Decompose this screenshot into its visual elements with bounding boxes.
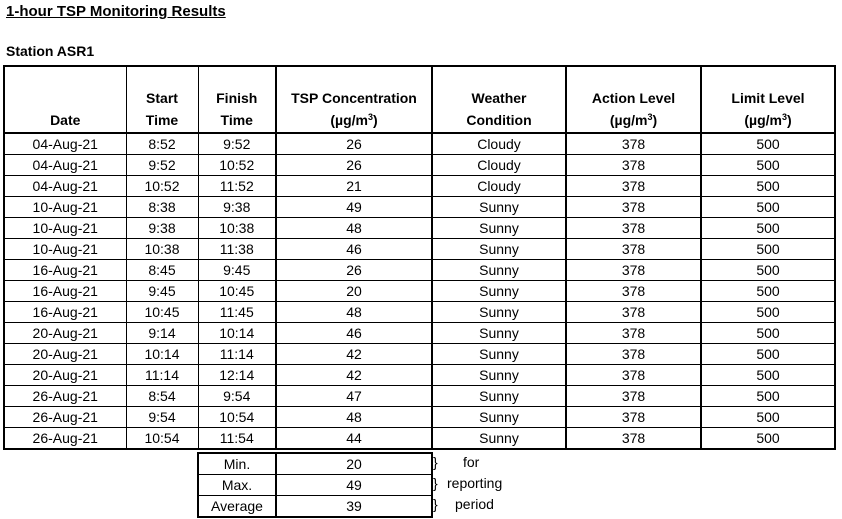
- cell-tsp: 47: [276, 386, 432, 407]
- cell-finish-time: 9:54: [198, 386, 276, 407]
- brace-mark: }: [433, 454, 438, 470]
- cell-limit-level: 500: [701, 428, 835, 450]
- cell-tsp: 48: [276, 302, 432, 323]
- cell-action-level: 378: [566, 281, 701, 302]
- header-weather-condition: Weather Condition: [432, 66, 566, 133]
- table-row: [4, 197, 835, 218]
- cell-tsp: 44: [276, 428, 432, 450]
- summary-value: 20: [276, 453, 432, 475]
- summary-row: [198, 475, 432, 496]
- cell-start-time: 9:45: [126, 281, 198, 302]
- cell-action-level: 378: [566, 239, 701, 260]
- cell-action-level: 378: [566, 344, 701, 365]
- cell-weather: Sunny: [432, 260, 566, 281]
- cell-date: 26-Aug-21: [4, 407, 126, 428]
- cell-weather: Cloudy: [432, 133, 566, 155]
- table-row: [4, 302, 835, 323]
- table-row: [4, 260, 835, 281]
- cell-limit-level: 500: [701, 260, 835, 281]
- cell-start-time: 8:45: [126, 260, 198, 281]
- cell-tsp: 46: [276, 323, 432, 344]
- cell-weather: Sunny: [432, 239, 566, 260]
- cell-limit-level: 500: [701, 365, 835, 386]
- cell-action-level: 378: [566, 365, 701, 386]
- cell-finish-time: 11:14: [198, 344, 276, 365]
- summary-note: period: [455, 496, 494, 512]
- cell-date: 10-Aug-21: [4, 197, 126, 218]
- cell-limit-level: 500: [701, 407, 835, 428]
- header-tsp-concentration: TSP Concentration $(\mu g/m^3)$: [276, 66, 432, 133]
- table-row: [4, 133, 835, 155]
- cell-start-time: 10:52: [126, 176, 198, 197]
- summary-row: [198, 496, 432, 518]
- cell-start-time: 10:14: [126, 344, 198, 365]
- table-row: [4, 218, 835, 239]
- cell-weather: Sunny: [432, 302, 566, 323]
- cell-start-time: 9:54: [126, 407, 198, 428]
- cell-limit-level: 500: [701, 386, 835, 407]
- cell-finish-time: 11:38: [198, 239, 276, 260]
- cell-action-level: 378: [566, 323, 701, 344]
- summary-table: [197, 452, 433, 518]
- header-limit-level: Limit Level $(\mu g/m^3)$: [701, 66, 835, 133]
- brace-mark: }: [433, 496, 438, 512]
- cell-finish-time: 10:45: [198, 281, 276, 302]
- cell-limit-level: 500: [701, 302, 835, 323]
- cell-weather: Cloudy: [432, 155, 566, 176]
- cell-start-time: 10:54: [126, 428, 198, 450]
- cell-start-time: 9:14: [126, 323, 198, 344]
- cell-date: 16-Aug-21: [4, 260, 126, 281]
- summary-label: Average: [198, 496, 276, 518]
- cell-finish-time: 12:14: [198, 365, 276, 386]
- header-finish-time: Finish Time: [198, 66, 276, 133]
- cell-start-time: 11:14: [126, 365, 198, 386]
- cell-date: 04-Aug-21: [4, 155, 126, 176]
- cell-tsp: 42: [276, 344, 432, 365]
- summary-value: 49: [276, 475, 432, 496]
- table-row: [4, 155, 835, 176]
- table-row: [4, 428, 835, 450]
- cell-tsp: 42: [276, 365, 432, 386]
- cell-weather: Sunny: [432, 365, 566, 386]
- cell-tsp: 48: [276, 218, 432, 239]
- cell-start-time: 9:38: [126, 218, 198, 239]
- station-label: Station ASR1: [6, 43, 95, 59]
- cell-date: 10-Aug-21: [4, 218, 126, 239]
- cell-limit-level: 500: [701, 218, 835, 239]
- cell-date: 20-Aug-21: [4, 344, 126, 365]
- cell-tsp: 26: [276, 155, 432, 176]
- cell-finish-time: 9:45: [198, 260, 276, 281]
- cell-limit-level: 500: [701, 323, 835, 344]
- results-table: [3, 65, 836, 450]
- summary-note-row: [433, 473, 502, 494]
- cell-tsp: 48: [276, 407, 432, 428]
- table-body: [4, 133, 835, 449]
- cell-start-time: 8:52: [126, 133, 198, 155]
- table-row: [4, 365, 835, 386]
- cell-start-time: 10:38: [126, 239, 198, 260]
- cell-weather: Cloudy: [432, 176, 566, 197]
- cell-limit-level: 500: [701, 239, 835, 260]
- cell-weather: Sunny: [432, 281, 566, 302]
- cell-finish-time: 11:52: [198, 176, 276, 197]
- cell-action-level: 378: [566, 176, 701, 197]
- table-row: [4, 281, 835, 302]
- cell-finish-time: 9:38: [198, 197, 276, 218]
- cell-date: 16-Aug-21: [4, 281, 126, 302]
- summary-notes: [433, 452, 502, 515]
- summary-note-row: [433, 452, 502, 473]
- cell-finish-time: 11:54: [198, 428, 276, 450]
- cell-action-level: 378: [566, 260, 701, 281]
- cell-finish-time: 9:52: [198, 133, 276, 155]
- cell-limit-level: 500: [701, 281, 835, 302]
- table-row: [4, 407, 835, 428]
- cell-tsp: 49: [276, 197, 432, 218]
- cell-limit-level: 500: [701, 344, 835, 365]
- cell-tsp: 46: [276, 239, 432, 260]
- cell-tsp: 21: [276, 176, 432, 197]
- cell-date: 20-Aug-21: [4, 365, 126, 386]
- table-row: [4, 344, 835, 365]
- cell-weather: Sunny: [432, 197, 566, 218]
- brace-mark: }: [433, 475, 438, 491]
- cell-action-level: 378: [566, 197, 701, 218]
- cell-weather: Sunny: [432, 344, 566, 365]
- cell-weather: Sunny: [432, 407, 566, 428]
- summary-note-row: [433, 494, 502, 515]
- table-row: [4, 386, 835, 407]
- cell-date: 26-Aug-21: [4, 386, 126, 407]
- cell-finish-time: 10:52: [198, 155, 276, 176]
- cell-limit-level: 500: [701, 176, 835, 197]
- cell-start-time: 9:52: [126, 155, 198, 176]
- header-row: [4, 66, 835, 133]
- cell-weather: Sunny: [432, 428, 566, 450]
- cell-date: 04-Aug-21: [4, 133, 126, 155]
- cell-weather: Sunny: [432, 218, 566, 239]
- cell-date: 04-Aug-21: [4, 176, 126, 197]
- summary-label: Min.: [198, 453, 276, 475]
- cell-tsp: 26: [276, 260, 432, 281]
- table-row: [4, 323, 835, 344]
- cell-date: 20-Aug-21: [4, 323, 126, 344]
- cell-weather: Sunny: [432, 323, 566, 344]
- cell-date: 10-Aug-21: [4, 239, 126, 260]
- header-action-level: Action Level $(\mu g/m^3)$: [566, 66, 701, 133]
- cell-tsp: 20: [276, 281, 432, 302]
- cell-date: 16-Aug-21: [4, 302, 126, 323]
- cell-finish-time: 11:45: [198, 302, 276, 323]
- cell-action-level: 378: [566, 218, 701, 239]
- header-date: Date: [4, 66, 126, 133]
- cell-action-level: 378: [566, 386, 701, 407]
- summary-row: [198, 453, 432, 475]
- cell-limit-level: 500: [701, 197, 835, 218]
- cell-action-level: 378: [566, 133, 701, 155]
- summary-label: Max.: [198, 475, 276, 496]
- cell-start-time: 8:54: [126, 386, 198, 407]
- cell-finish-time: 10:38: [198, 218, 276, 239]
- summary-note: for: [463, 454, 480, 470]
- cell-finish-time: 10:14: [198, 323, 276, 344]
- summary-value: 39: [276, 496, 432, 518]
- cell-limit-level: 500: [701, 133, 835, 155]
- table-row: [4, 176, 835, 197]
- cell-limit-level: 500: [701, 155, 835, 176]
- cell-action-level: 378: [566, 302, 701, 323]
- cell-date: 26-Aug-21: [4, 428, 126, 450]
- cell-finish-time: 10:54: [198, 407, 276, 428]
- cell-action-level: 378: [566, 407, 701, 428]
- cell-weather: Sunny: [432, 386, 566, 407]
- cell-start-time: 10:45: [126, 302, 198, 323]
- header-start-time: Start Time: [126, 66, 198, 133]
- cell-action-level: 378: [566, 155, 701, 176]
- table-row: [4, 239, 835, 260]
- cell-action-level: 378: [566, 428, 701, 450]
- cell-start-time: 8:38: [126, 197, 198, 218]
- cell-tsp: 26: [276, 133, 432, 155]
- summary-note: reporting: [447, 475, 503, 491]
- page-title: 1-hour TSP Monitoring Results: [6, 3, 226, 20]
